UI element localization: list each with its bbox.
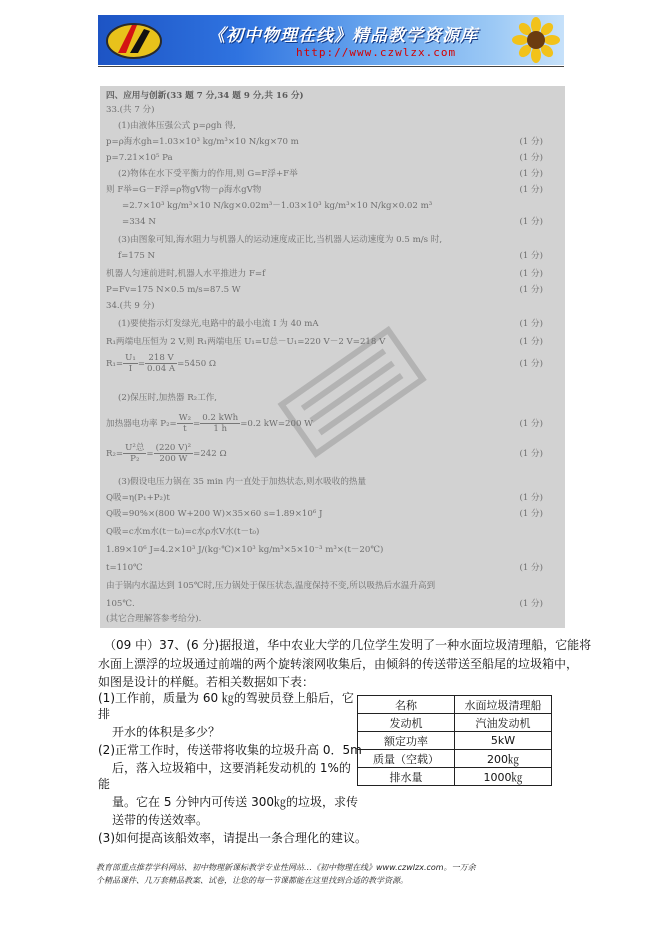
table-cell: 汽油发动机 [455, 714, 552, 732]
question-paragraph-line: 水面上漂浮的垃圾通过前端的两个旋转滚网收集后，由倾斜的传送带送至船尾的垃圾箱中， [98, 657, 579, 671]
answer-line: t=110℃ (1 分) [106, 563, 543, 573]
answer-line: 1.89×10⁶ J=4.2×10³ J/(kg·℃)×10³ kg/m³×5×10⁻³ m³×(t－20℃) [106, 545, 384, 555]
answer-line: 则 F举=G－F浮=ρ物gV物－ρ海水gV物 (1 分) [106, 185, 543, 195]
table-cell: 排水量 [358, 768, 455, 786]
site-title: 《初中物理在线》精品教学资源库 [208, 26, 478, 46]
answer-line: (其它合理解答参考给分). [106, 614, 202, 624]
question-item: 送带的传送效率。 [112, 813, 209, 827]
answer-line: R₁两端电压恒为 2 V,则 R₁两端电压 U₁=U总－U₁=220 V－2 V=218 V (1 分) [106, 337, 543, 347]
answer-line: Q吸=c水m水(t－t₀)=c水ρ水V水(t－t₀) [106, 527, 260, 537]
answer-line: (3)由图象可知,海水阻力与机器人的运动速度成正比,当机器人运动速度为 0.5 m/s 时, [118, 235, 443, 245]
answer-key-scan [100, 86, 565, 628]
answer-line: 机器人匀速前进时,机器人水平推进力 F=f (1 分) [106, 269, 543, 279]
answer-line: 105℃. (1 分) [106, 599, 543, 609]
table-cell: 名称 [358, 696, 455, 714]
question-item: (2)正常工作时，传送带将收集的垃圾升高 0．5m [98, 743, 362, 757]
question-item: (3)如何提高该船效率，请提出一条合理化的建议。 [98, 831, 367, 845]
answer-line: P=Fv=175 N×0.5 m/s=87.5 W (1 分) [106, 285, 543, 295]
question-item: 能 [98, 777, 111, 791]
answer-fraction-line: R₂= $\frac{\text{U²总}}{\text{P₂}}$ = $\frac{\text{(220 V)²}}{200 W}$ =242 Ω (1 分) [106, 443, 543, 464]
question-item: 后，落入垃圾箱中，这要消耗发动机的 1%的 [112, 761, 351, 775]
question-item: 排 [98, 707, 111, 721]
header-banner [98, 15, 564, 65]
table-row [358, 768, 552, 786]
answer-line: (1)要使指示灯发绿光,电路中的最小电流 I 为 40 mA (1 分) [118, 319, 543, 329]
table-cell: 质量（空载） [358, 750, 455, 768]
question-item: (1)工作前，质量为 60 ㎏的驾驶员登上船后，它 [98, 691, 354, 705]
answer-line: p=ρ海水gh=1.03×10³ kg/m³×10 N/kg×70 m (1 分) [106, 137, 543, 147]
site-url[interactable]: http://www.czwlzx.com [296, 46, 457, 59]
question-item: 量。它在 5 分钟内可传送 300㎏的垃圾，求传 [112, 795, 358, 809]
table-cell: 5kW [455, 732, 552, 750]
site-logo-icon [104, 19, 164, 61]
answer-line: 四、应用与创新(33 题 7 分,34 题 9 分,共 16 分) [106, 91, 304, 101]
answer-line: (2)物体在水下受平衡力的作用,则 G=F浮+F举 (1 分) [118, 169, 543, 179]
table-row [358, 750, 552, 768]
table-cell: 发动机 [358, 714, 455, 732]
answer-line: 34.(共 9 分) [106, 301, 155, 311]
answer-line: (3)假设电压力锅在 35 min 内一直处于加热状态,则水吸收的热量 [118, 477, 367, 487]
table-row [358, 732, 552, 750]
sunflower-icon [508, 17, 564, 63]
answer-fraction-line: R₁= $\frac{\text{U₁}}{I}$ = $\frac{218 V}{0.04 A}$ =5450 Ω (1 分) [106, 353, 543, 374]
table-cell: 200㎏ [455, 750, 552, 768]
answer-line: p=7.21×10⁵ Pa (1 分) [106, 153, 543, 163]
answer-line: f=175 N (1 分) [118, 251, 543, 261]
answer-line: (1)由液体压强公式 p=ρgh 得, [118, 121, 236, 131]
header-rule [98, 66, 564, 67]
answer-line: (2)保压时,加热器 R₂工作, [118, 393, 218, 403]
answer-fraction-line: 加热器电功率 P₂= $\frac{\text{W₂}}{t}$ = $\frac{\text{0.2 kWh}}{1 h}$ =0.2 kW=200 W (1 分) [106, 413, 543, 434]
footer-line: 个精品课件、几万套精品教案、试卷，让您的每一节课都能在这里找到合适的教学资源。 [96, 876, 408, 885]
answer-line: Q吸=90%×(800 W+200 W)×35×60 s=1.89×10⁶ J (1 分) [106, 509, 543, 519]
question-paragraph-line: （09 中）37、(6 分)据报道，华中农业大学的几位学生发明了一种水面垃圾清理船，它能将 [104, 638, 592, 652]
footer-note [96, 861, 572, 887]
answer-line: =2.7×10³ kg/m³×10 N/kg×0.02m³－1.03×10³ kg/m³×10 N/kg×0.02 m³ [122, 201, 433, 211]
spec-table [357, 695, 552, 786]
question-item: 开水的体积是多少？ [112, 725, 221, 739]
answer-line: Q吸=η(P₁+P₂)t (1 分) [106, 493, 543, 503]
table-row [358, 696, 552, 714]
footer-line: 教育部重点推荐学科网站、初中物理新课标教学专业性网站…《初中物理在线》www.czwlzx.com。一万余 [96, 863, 476, 872]
table-cell: 水面垃圾清理船 [455, 696, 552, 714]
question-paragraph-line: 如图是设计的样艇。若相关数据如下表： [98, 675, 315, 689]
table-cell: 额定功率 [358, 732, 455, 750]
answer-line: =334 N (1 分) [122, 217, 543, 227]
table-cell: 1000㎏ [455, 768, 552, 786]
answer-line: 由于锅内水温达到 105℃时,压力锅处于保压状态,温度保持不变,所以吸热后水温升高到 [106, 581, 436, 591]
table-row [358, 714, 552, 732]
answer-line: 33.(共 7 分) [106, 105, 155, 115]
